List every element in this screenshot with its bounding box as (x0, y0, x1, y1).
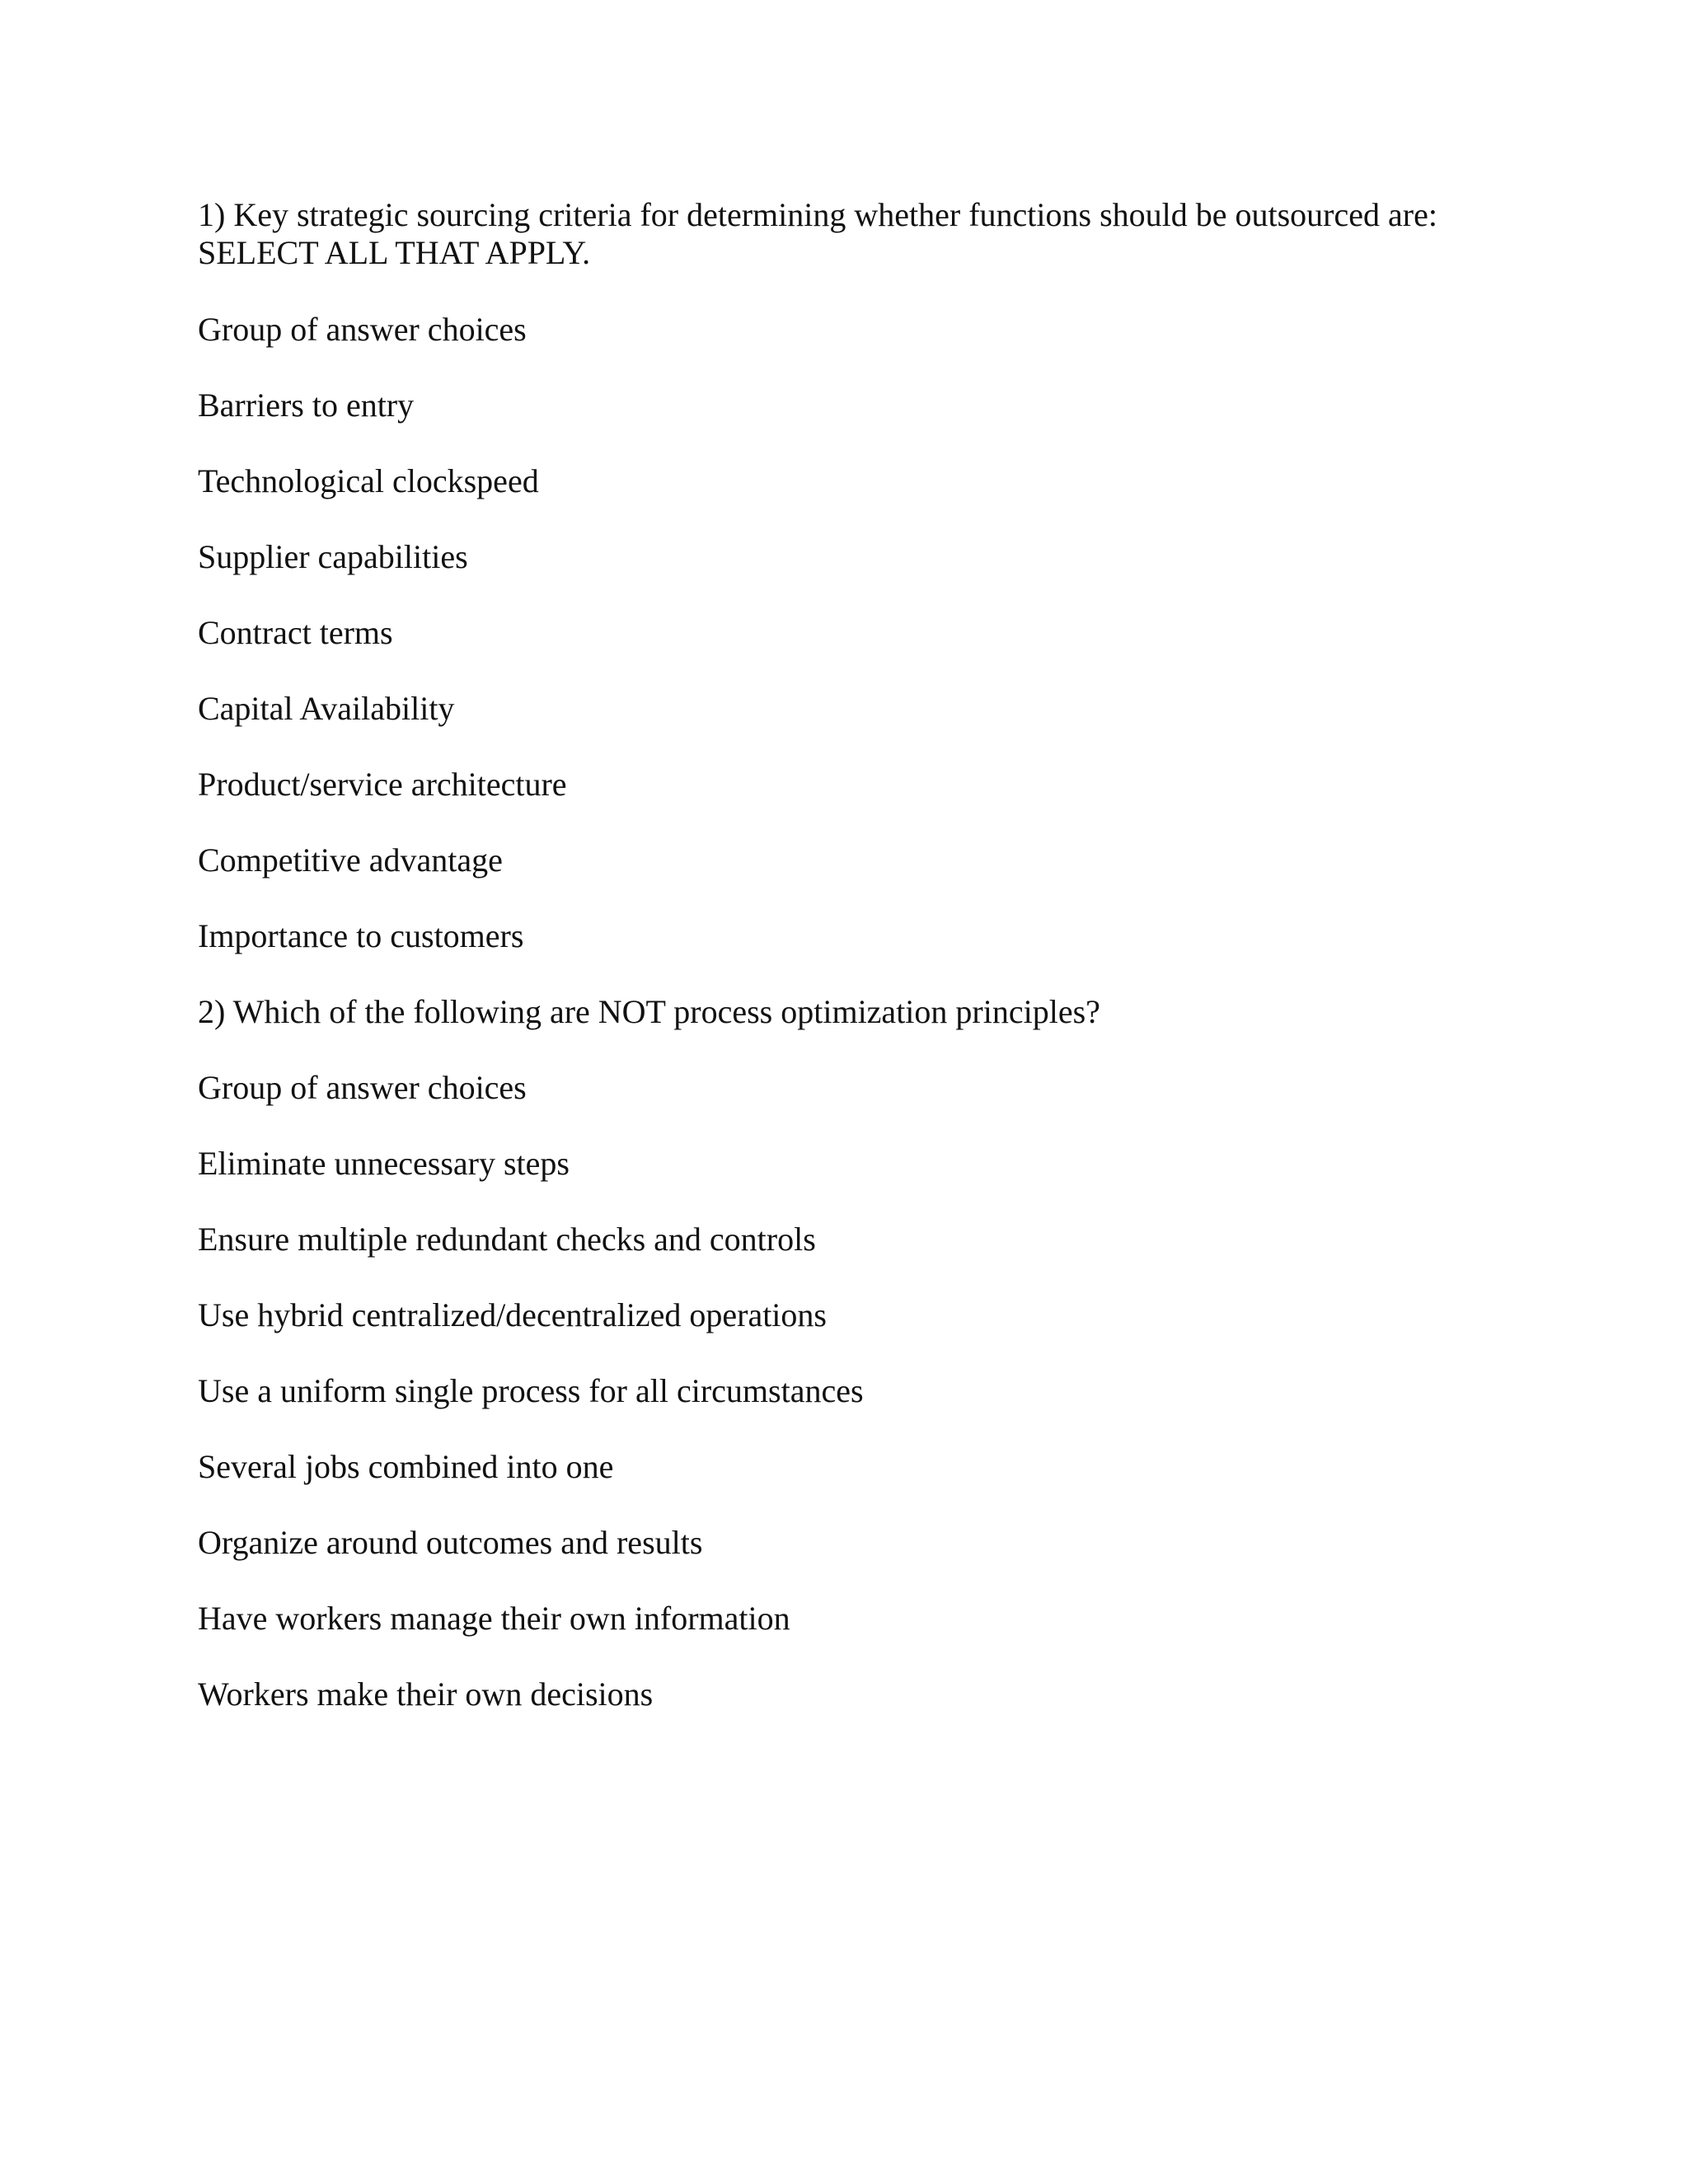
question-2-choice: Have workers manage their own information (198, 1600, 790, 1637)
question-1-prompt-line-1: 1) Key strategic sourcing criteria for determining whether functions should be outsourced are: (198, 196, 1437, 233)
question-1-choice: Technological clockspeed (198, 462, 539, 499)
question-2-choice: Organize around outcomes and results (198, 1524, 703, 1561)
question-1-choice: Contract terms (198, 614, 393, 651)
question-2-prompt: 2) Which of the following are NOT process optimization principles? (198, 993, 1100, 1030)
question-2-choice: Workers make their own decisions (198, 1675, 654, 1713)
question-2-choice: Ensure multiple redundant checks and controls (198, 1221, 816, 1258)
question-1-choice: Capital Availability (198, 690, 455, 727)
question-1-choice: Product/service architecture (198, 766, 567, 803)
question-2-choice: Eliminate unnecessary steps (198, 1145, 570, 1182)
question-1-choice: Barriers to entry (198, 387, 415, 424)
question-2-group-label: Group of answer choices (198, 1069, 527, 1106)
question-1-choice: Importance to customers (198, 917, 524, 954)
question-2-choice: Several jobs combined into one (198, 1448, 614, 1485)
question-1-choice: Supplier capabilities (198, 538, 468, 575)
question-2-choice: Use hybrid centralized/decentralized operations (198, 1296, 827, 1333)
question-1-prompt-line-2: SELECT ALL THAT APPLY. (198, 234, 591, 271)
question-1-choice: Competitive advantage (198, 841, 503, 879)
question-1-group-label: Group of answer choices (198, 311, 527, 348)
question-1-prompt (198, 196, 1550, 272)
question-2-choice: Use a uniform single process for all circumstances (198, 1372, 864, 1409)
quiz-content (198, 196, 1550, 1751)
